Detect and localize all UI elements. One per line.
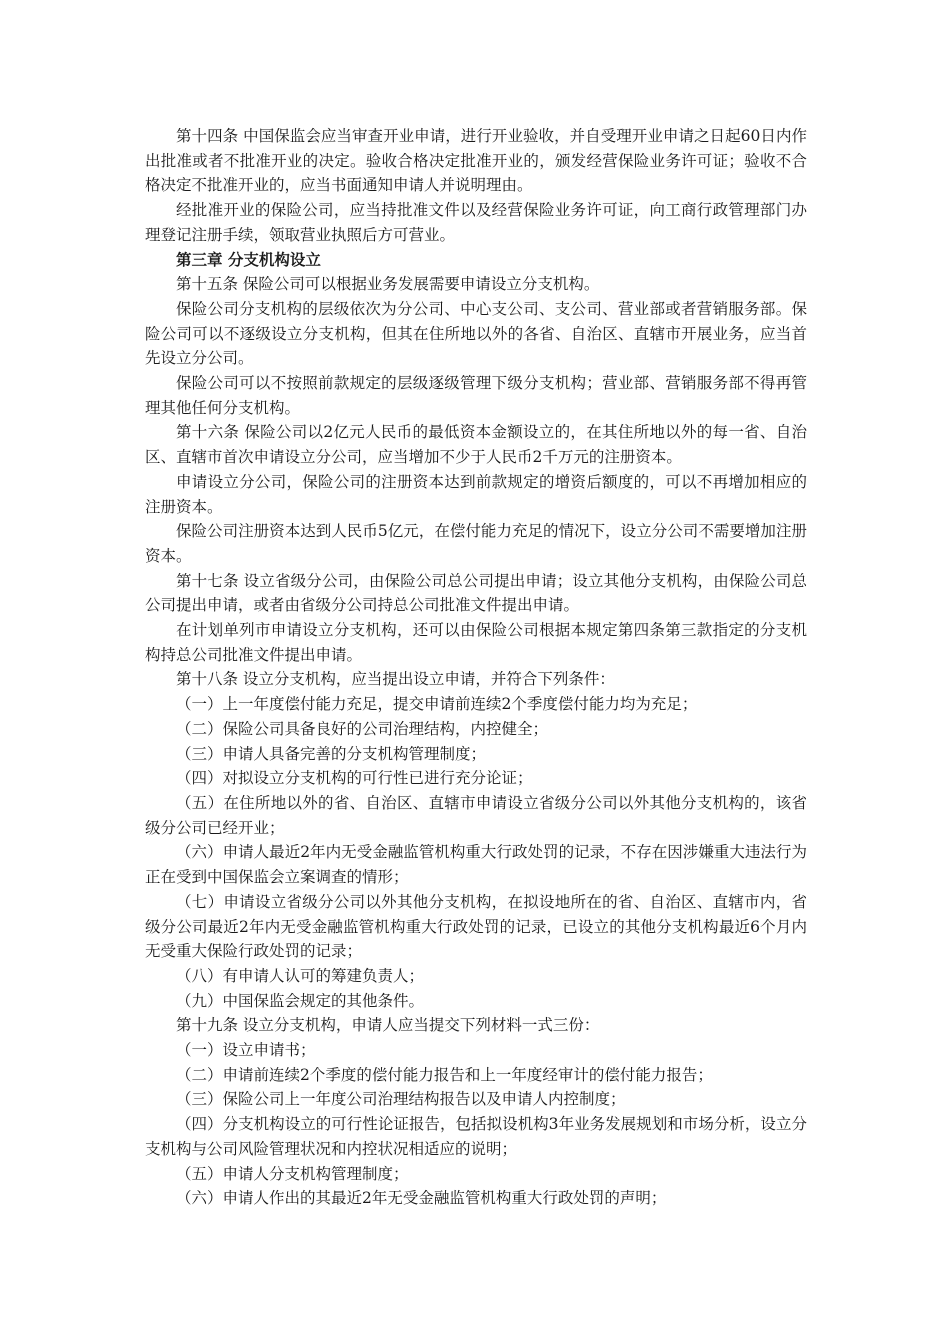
paragraph: （九）中国保监会规定的其他条件。: [176, 991, 425, 1010]
document-body: [145, 124, 807, 1211]
paragraph: 第十八条 设立分支机构，应当提出设立申请，并符合下列条件：: [176, 670, 615, 689]
paragraph: （五）在住所地以外的省、自治区、直辖市申请设立省级分公司以外其他分支机构的，该省级分公司已经开业；: [145, 793, 807, 837]
paragraph: 保险公司分支机构的层级依次为分公司、中心支公司、支公司、营业部或者营销服务部。保险公司可以不逐级设立分支机构，但其在住所地以外的各省、自治区、直辖市开展业务，应当首先设立分公司。: [145, 299, 807, 368]
paragraph: 第十五条 保险公司可以根据业务发展需要申请设立分支机构。: [176, 275, 600, 294]
paragraph: （六）申请人最近2年内无受金融监管机构重大行政处罚的记录，不存在因涉嫌重大违法行为正在受到中国保监会立案调查的情形；: [145, 843, 807, 887]
paragraph: 经批准开业的保险公司，应当持批准文件以及经营保险业务许可证，向工商行政管理部门办理登记注册手续，领取营业执照后方可营业。: [145, 201, 807, 244]
paragraph: 第十七条 设立省级分公司，由保险公司总公司提出申请；设立其他分支机构，由保险公司总公司提出申请，或者由省级分公司持总公司批准文件提出申请。: [145, 571, 807, 615]
paragraph: （八）有申请人认可的筹建负责人；: [176, 966, 425, 985]
paragraph: （六）申请人作出的其最近2年无受金融监管机构重大行政处罚的声明；: [176, 1189, 667, 1208]
paragraph: （七）申请设立省级分公司以外其他分支机构，在拟设地所在的省、自治区、直辖市内，省级分公司最近2年内无受金融监管机构重大行政处罚的记录，已设立的其他分支机构最近6个月内无受重大保险行政处罚的记录；: [145, 892, 807, 961]
paragraph: （四）对拟设立分支机构的可行性已进行充分论证；: [176, 769, 533, 788]
paragraph: 保险公司可以不按照前款规定的层级逐级管理下级分支机构；营业部、营销服务部不得再管理其他任何分支机构。: [145, 374, 807, 417]
paragraph: 申请设立分公司，保险公司的注册资本达到前款规定的增资后额度的，可以不再增加相应的注册资本。: [145, 472, 807, 516]
paragraph: 第十六条 保险公司以2亿元人民币的最低资本金额设立的，在其住所地以外的每一省、自治区、直辖市首次申请设立分公司，应当增加不少于人民币2千万元的注册资本。: [145, 423, 807, 467]
paragraph: （二）保险公司具备良好的公司治理结构，内控健全；: [176, 719, 549, 738]
paragraph: 在计划单列市申请设立分支机构，还可以由保险公司根据本规定第四条第三款指定的分支机构持总公司批准文件提出申请。: [145, 621, 807, 664]
paragraph: （三）申请人具备完善的分支机构管理制度；: [176, 744, 487, 763]
chapter-heading: 第三章 分支机构设立: [176, 249, 321, 269]
paragraph: 第十九条 设立分支机构，申请人应当提交下列材料一式三份：: [176, 1016, 600, 1035]
paragraph: （一）上一年度偿付能力充足，提交申请前连续2个季度偿付能力均为充足；: [176, 695, 698, 714]
paragraph: （一）设立申请书；: [176, 1041, 316, 1060]
paragraph: （二）申请前连续2个季度的偿付能力报告和上一年度经审计的偿付能力报告；: [176, 1065, 713, 1084]
paragraph: 第十四条 中国保监会应当审查开业申请，进行开业验收，并自受理开业申请之日起60日内作出批准或者不批准开业的决定。验收合格决定批准开业的，颁发经营保险业务许可证；验收不合格决定不批准开业的，应当书面通知申请人并说明理由。: [145, 127, 807, 195]
paragraph: （五）申请人分支机构管理制度；: [176, 1164, 409, 1183]
paragraph: 保险公司注册资本达到人民币5亿元，在偿付能力充足的情况下，设立分公司不需要增加注册资本。: [145, 522, 807, 565]
paragraph: （四）分支机构设立的可行性论证报告，包括拟设机构3年业务发展规划和市场分析，设立分支机构与公司风险管理状况和内控状况相适应的说明；: [145, 1115, 807, 1158]
paragraph: （三）保险公司上一年度公司治理结构报告以及申请人内控制度；: [176, 1090, 626, 1109]
